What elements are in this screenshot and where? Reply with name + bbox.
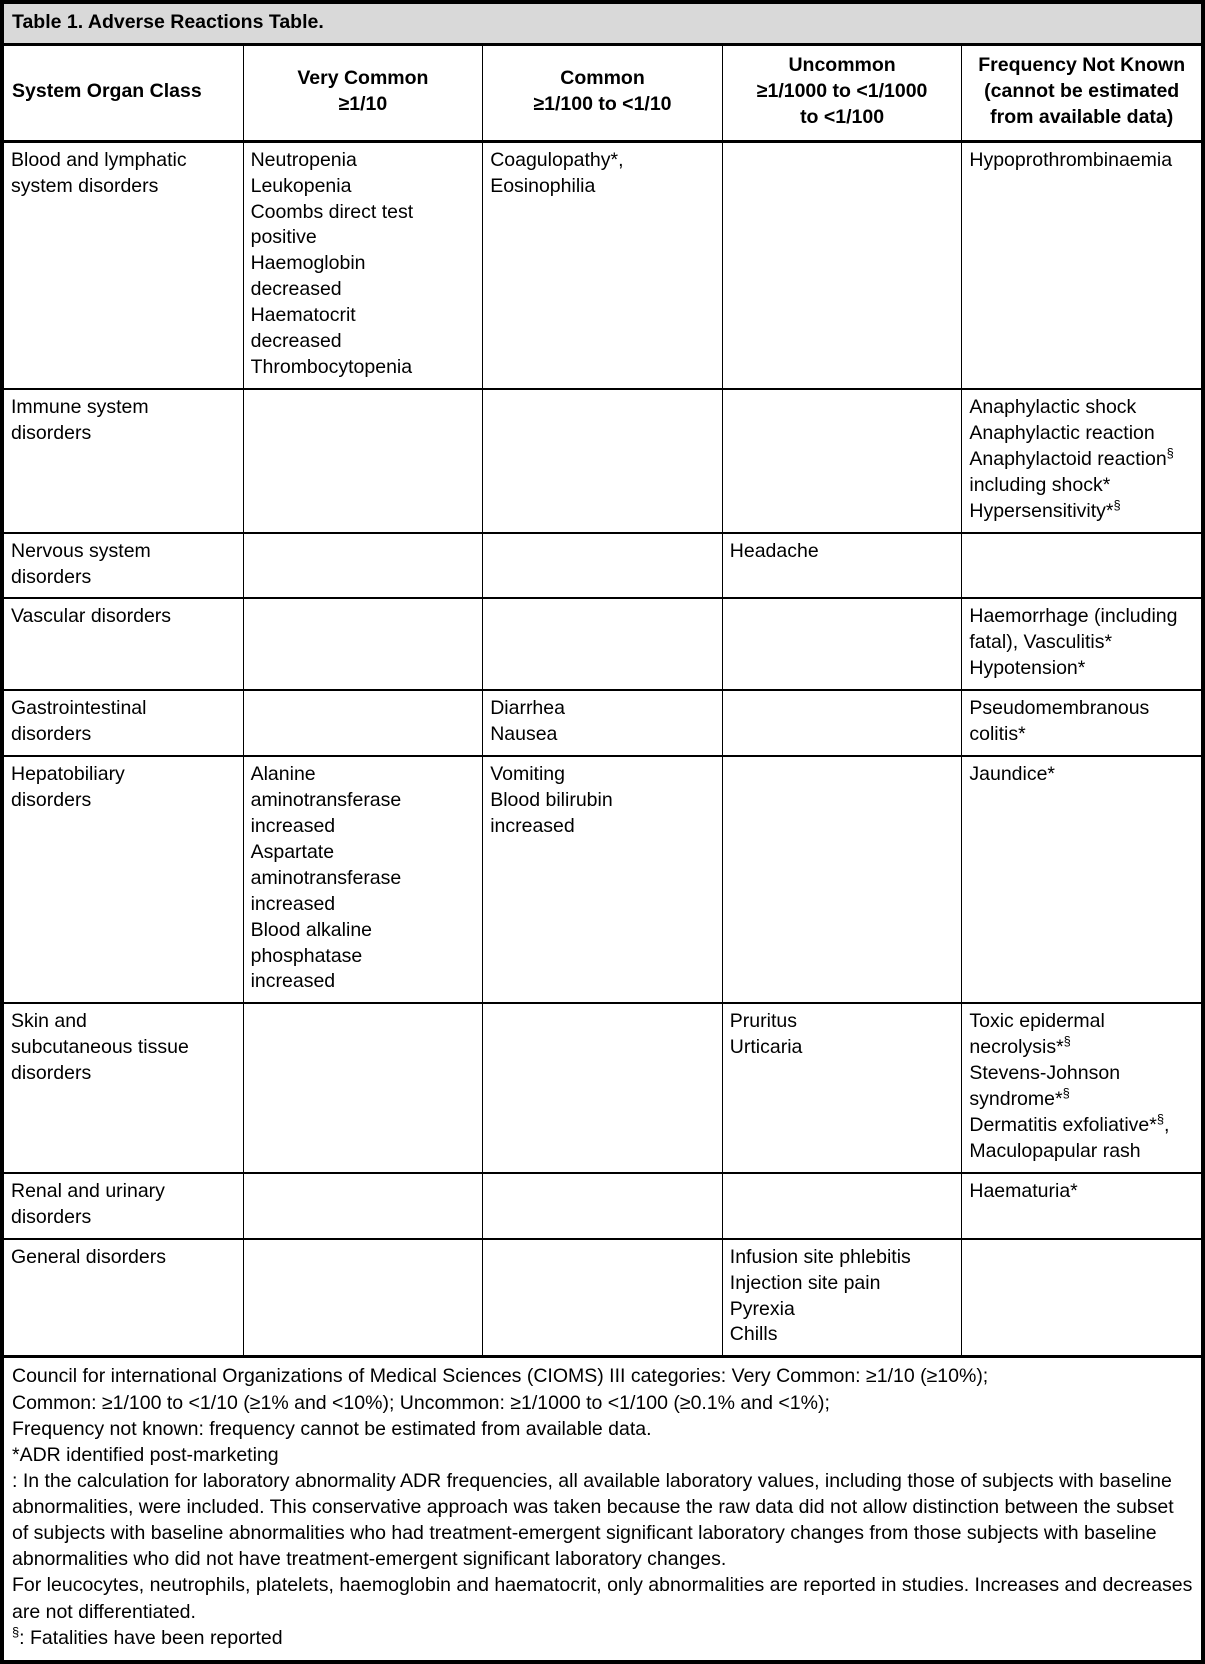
adverse-reaction-line: necrolysis*§ (969, 1033, 1071, 1059)
table-row (4, 1173, 1202, 1239)
adverse-reaction-line: decreased (250, 278, 342, 301)
column-header-common (483, 44, 723, 141)
cell-uncommon (722, 141, 962, 389)
adverse-reaction-line: Alanine (250, 763, 316, 786)
adverse-reaction-line: Hypotension* (969, 657, 1086, 680)
adverse-reaction-line: Neutropenia (250, 148, 357, 171)
table-row (4, 756, 1202, 1003)
adverse-reaction-line: aminotransferase (250, 788, 402, 811)
cell-common (483, 389, 723, 533)
column-header-line: Very Common (297, 66, 429, 89)
organ-class-line: system disorders (11, 174, 159, 197)
table-title: Table 1. Adverse Reactions Table. (4, 4, 1202, 45)
cell-uncommon (722, 756, 962, 1003)
cell-soc (4, 533, 244, 599)
adverse-reaction-line: Stevens-Johnson (969, 1062, 1121, 1085)
cell-very_common (243, 598, 483, 690)
footnote-line: Council for international Organizations of Medical Sciences (CIOMS) III categories: Very Common: ≥1/10 (≥10%); (12, 1365, 989, 1388)
cell-soc (4, 141, 244, 389)
table-footnote-row (4, 1357, 1202, 1660)
adverse-reaction-line: Hypersensitivity*§ (969, 497, 1121, 522)
adverse-reactions-table (3, 3, 1202, 1661)
adverse-reaction-line: Injection site pain (729, 1271, 881, 1294)
cell-not_known (962, 389, 1202, 533)
organ-class-line: Gastrointestinal (11, 697, 147, 720)
cell-very_common (243, 141, 483, 389)
adverse-reaction-line: Haematocrit (250, 304, 356, 327)
organ-class-line: Blood and lymphatic (11, 148, 187, 171)
cell-soc (4, 1239, 244, 1357)
adverse-reaction-line: Infusion site phlebitis (729, 1245, 911, 1268)
column-header-line: (cannot be estimated (984, 79, 1180, 102)
column-header-not_known (962, 44, 1202, 141)
cell-uncommon (722, 690, 962, 756)
cell-uncommon (722, 1239, 962, 1357)
cell-very_common (243, 1239, 483, 1357)
cell-not_known (962, 598, 1202, 690)
cell-soc (4, 756, 244, 1003)
adverse-reaction-line: increased (250, 814, 336, 837)
cell-not_known (962, 690, 1202, 756)
column-header-line: Frequency Not Known (978, 53, 1186, 76)
adverse-reaction-line: Blood bilirubin (490, 788, 613, 811)
column-header-line: ≥1/10 (338, 92, 388, 115)
column-header-line: to <1/100 (800, 105, 885, 128)
adverse-reaction-line: Blood alkaline (250, 918, 373, 941)
table-row (4, 690, 1202, 756)
column-header-line: Common (560, 66, 645, 89)
table-row (4, 141, 1202, 389)
adverse-reaction-line: increased (250, 892, 336, 915)
organ-class-line: disorders (11, 1205, 92, 1228)
adverse-reaction-line: increased (490, 814, 575, 837)
cell-uncommon (722, 598, 962, 690)
cell-uncommon (722, 533, 962, 599)
adverse-reaction-line: syndrome*§ (969, 1085, 1070, 1111)
column-header-very_common (243, 44, 483, 141)
cell-soc (4, 690, 244, 756)
adverse-reaction-line: Haemoglobin (250, 252, 366, 275)
adverse-reaction-line: Anaphylactic shock (969, 395, 1137, 418)
adverse-reaction-line: Coombs direct test (250, 200, 414, 223)
organ-class-line: disorders (11, 565, 92, 588)
cell-not_known (962, 756, 1202, 1003)
adverse-reaction-line: Diarrhea (490, 697, 565, 720)
adverse-reaction-line: Aspartate (250, 840, 335, 863)
table-row (4, 1003, 1202, 1173)
table-title-row (4, 4, 1202, 45)
adverse-reaction-line: including shock* (969, 473, 1111, 496)
cell-soc (4, 389, 244, 533)
cell-common (483, 533, 723, 599)
cell-not_known (962, 1003, 1202, 1173)
cell-not_known (962, 1239, 1202, 1357)
cell-soc (4, 598, 244, 690)
adverse-reaction-line: Hypoprothrombinaemia (969, 148, 1173, 171)
adverse-reaction-line: Chills (729, 1323, 778, 1346)
adverse-reaction-line: positive (250, 226, 317, 249)
table-row (4, 533, 1202, 599)
cell-common (483, 598, 723, 690)
table-row (4, 598, 1202, 690)
adverse-reaction-line: Jaundice* (969, 763, 1056, 786)
adverse-reaction-line: Pyrexia (729, 1297, 795, 1320)
column-header-line: Uncommon (788, 53, 896, 76)
organ-class-line: Renal and urinary (11, 1179, 165, 1202)
adverse-reaction-line: Nausea (490, 723, 558, 746)
cell-not_known (962, 141, 1202, 389)
cell-soc (4, 1173, 244, 1239)
adverse-reaction-line: Anaphylactic reaction (969, 421, 1155, 444)
adverse-reaction-line: decreased (250, 330, 342, 353)
footnote-line: Common: ≥1/100 to <1/10 (≥1% and <10%); Uncommon: ≥1/1000 to <1/100 (≥0.1% and <1%); (12, 1391, 830, 1414)
cell-common (483, 141, 723, 389)
adverse-reaction-line: colitis* (969, 723, 1026, 746)
organ-class-line: General disorders (11, 1245, 166, 1268)
adverse-reaction-line: Leukopenia (250, 174, 352, 197)
organ-class-line: subcutaneous tissue (11, 1036, 189, 1059)
table-header-row (4, 44, 1202, 141)
column-header-line: ≥1/100 to <1/10 (533, 92, 672, 115)
column-header-line: System Organ Class (12, 79, 202, 102)
organ-class-line: disorders (11, 723, 92, 746)
cell-very_common (243, 389, 483, 533)
cell-very_common (243, 533, 483, 599)
footnote-line: : In the calculation for laboratory abnormality ADR frequencies, all available laboratory values, including those of subjects with baseline abnormalities, were included. This conservative approach was taken because the raw data did not allow distinction between the subset of subjects with baseline abnormalities who had treatment-emergent significant laboratory changes from those subjects with baseline abnormalities who did not have treatment-emergent significant laboratory changes. (12, 1469, 1174, 1571)
organ-class-line: Hepatobiliary (11, 763, 125, 786)
footnote-line: Frequency not known: frequency cannot be estimated from available data. (12, 1417, 652, 1440)
cell-very_common (243, 690, 483, 756)
adverse-reaction-line: Haematuria* (969, 1179, 1078, 1202)
organ-class-line: Vascular disorders (11, 605, 172, 628)
footnote-line: For leucocytes, neutrophils, platelets, haemoglobin and haematocrit, only abnormalities are reported in studies. Increases and decreases are not differentiated. (12, 1574, 1193, 1623)
adverse-reaction-line: Toxic epidermal (969, 1010, 1105, 1033)
organ-class-line: disorders (11, 788, 92, 811)
cell-very_common (243, 1003, 483, 1173)
footnote-line: *ADR identified post-marketing (12, 1443, 279, 1466)
cell-uncommon (722, 1173, 962, 1239)
column-header-line: ≥1/1000 to <1/1000 (756, 79, 928, 102)
adverse-reaction-line: Vomiting (490, 763, 565, 786)
cell-very_common (243, 756, 483, 1003)
adverse-reaction-line: Coagulopathy*, (490, 148, 624, 171)
adverse-reaction-line: aminotransferase (250, 866, 402, 889)
adverse-reaction-line: Thrombocytopenia (250, 356, 413, 379)
cell-common (483, 1173, 723, 1239)
column-header-uncommon (722, 44, 962, 141)
adverse-reaction-line: Pseudomembranous (969, 697, 1150, 720)
adverse-reaction-line: Maculopapular rash (969, 1139, 1141, 1162)
adverse-reaction-line: Haemorrhage (including (969, 605, 1178, 628)
adverse-reaction-line: Headache (729, 539, 819, 562)
adverse-reaction-line: Eosinophilia (490, 174, 596, 197)
column-header-line: from available data) (990, 105, 1174, 128)
table-row (4, 1239, 1202, 1357)
organ-class-line: Skin and (11, 1010, 87, 1033)
cell-uncommon (722, 389, 962, 533)
table-footnotes (4, 1357, 1202, 1660)
organ-class-line: disorders (11, 421, 92, 444)
cell-common (483, 756, 723, 1003)
adverse-reaction-line: Urticaria (729, 1036, 803, 1059)
cell-uncommon (722, 1003, 962, 1173)
footnote-line: §: Fatalities have been reported (12, 1624, 283, 1649)
adverse-reaction-line: phosphatase (250, 944, 363, 967)
cell-not_known (962, 533, 1202, 599)
cell-not_known (962, 1173, 1202, 1239)
organ-class-line: disorders (11, 1062, 92, 1085)
adverse-reaction-line: Anaphylactoid reaction§ (969, 445, 1174, 470)
table-row (4, 389, 1202, 533)
adverse-reaction-line: fatal), Vasculitis* (969, 631, 1113, 654)
cell-common (483, 690, 723, 756)
cell-soc (4, 1003, 244, 1173)
cell-common (483, 1239, 723, 1357)
table-body (4, 4, 1202, 1661)
column-header-soc (4, 44, 244, 141)
adverse-reaction-line: Dermatitis exfoliative*§, (969, 1111, 1170, 1137)
adverse-reaction-line: Pruritus (729, 1010, 797, 1033)
cell-very_common (243, 1173, 483, 1239)
adverse-reaction-line: increased (250, 970, 336, 993)
cell-common (483, 1003, 723, 1173)
organ-class-line: Immune system (11, 395, 149, 418)
organ-class-line: Nervous system (11, 539, 151, 562)
